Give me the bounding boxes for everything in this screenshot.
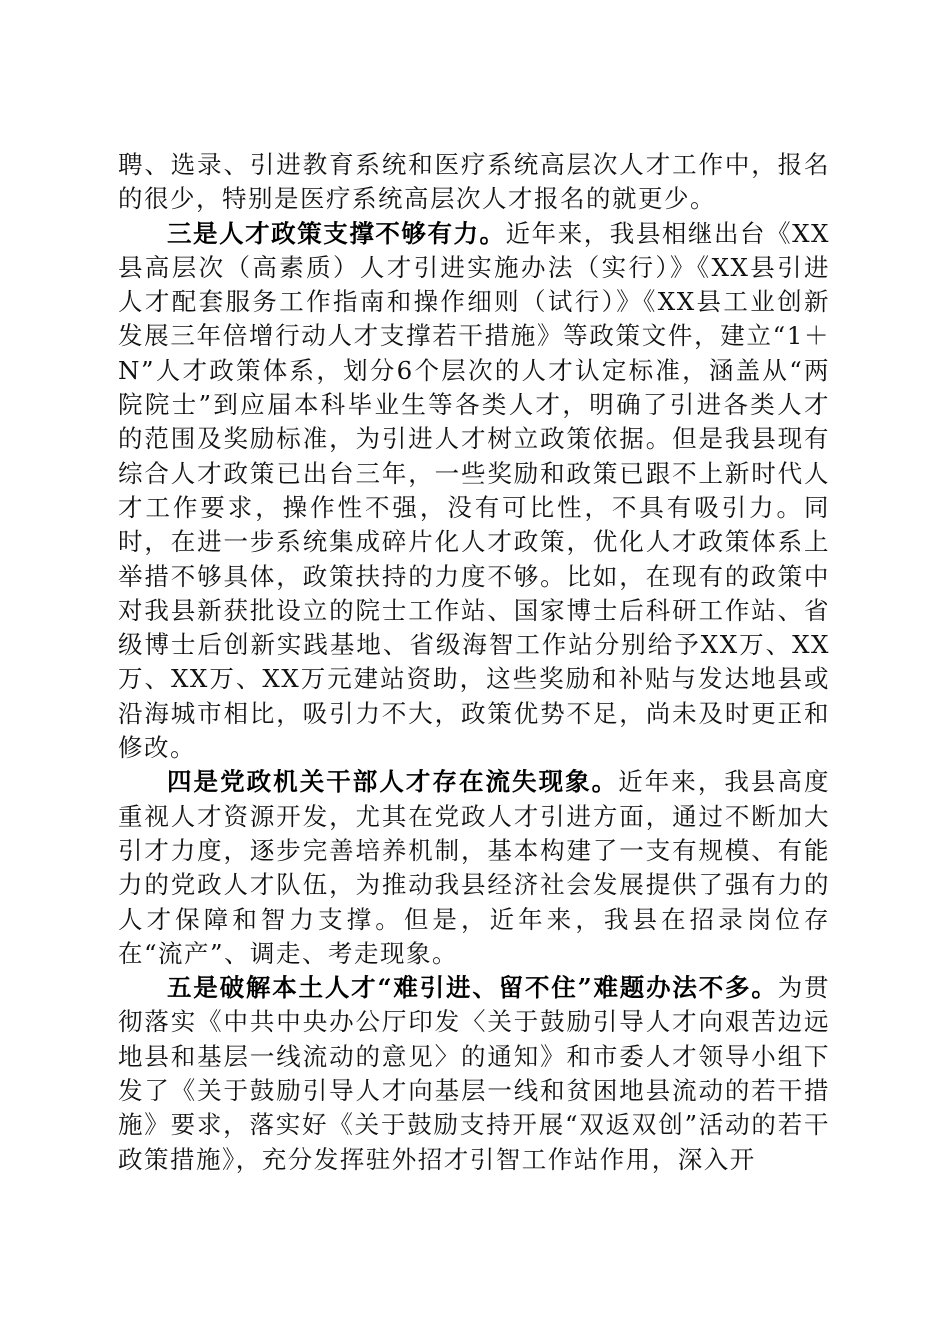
paragraph-text: 聘、选录、引进教育系统和医疗系统高层次人才工作中，报名的很少，特别是医疗系统高层次人才报名的就更少。 — [118, 150, 830, 214]
paragraph-talent-loss — [118, 765, 830, 971]
document-body — [118, 148, 830, 1177]
paragraph-continuation — [118, 148, 830, 217]
paragraph-heading: 五是破解本土人才“难引进、留不住”难题办法不多。 — [167, 973, 778, 1003]
paragraph-text: 为贯彻落实《中共中央办公厅印发〈关于鼓励引导人才向艰苦边远地县和基层一线流动的意见〉的通知》和市委人才领导小组下发了《关于鼓励引导人才向基层一线和贫困地县流动的若干措施》要求，落实好《关于鼓励支持开展“双返双创”活动的若干政策措施》，充分发挥驻外招才引智工作站作用，深入开 — [118, 973, 830, 1174]
paragraph-heading: 四是党政机关干部人才存在流失现象。 — [167, 767, 619, 797]
paragraph-policy-support — [118, 217, 830, 766]
paragraph-local-talent — [118, 971, 830, 1177]
paragraph-heading: 三是人才政策支撑不够有力。 — [167, 218, 506, 248]
paragraph-text: 近年来，我县相继出台《XX县高层次（高素质）人才引进实施办法（实行）》《XX县引进人才配套服务工作指南和操作细则（试行）》《XX县工业创新发展三年倍增行动人才支撑若干措施》等政策文件，建立“1＋N”人才政策体系，划分6个层次的人才认定标准，涵盖从“两院院士”到应届本科毕业生等各类人才，明确了引进各类人才的范围及奖励标准，为引进人才树立政策依据。但是我县现有综合人才政策已出台三年，一些奖励和政策已跟不上新时代人才工作要求，操作性不强，没有可比性，不具有吸引力。同时，在进一步系统集成碎片化人才政策，优化人才政策体系上举措不够具体，政策扶持的力度不够。比如，在现有的政策中对我县新获批设立的院士工作站、国家博士后科研工作站、省级博士后创新实践基地、省级海智工作站分别给予XX万、XX万、XX万、XX万元建站资助，这些奖励和补贴与发达地县或沿海城市相比，吸引力不大，政策优势不足，尚未及时更正和修改。 — [118, 218, 831, 763]
paragraph-text: 近年来，我县高度重视人才资源开发，尤其在党政人才引进方面，通过不断加大引才力度，逐步完善培养机制，基本构建了一支有规模、有能力的党政人才队伍，为推动我县经济社会发展提供了强有力的人才保障和智力支撑。但是，近年来，我县在招录岗位存在“流产”、调走、考走现象。 — [118, 767, 831, 968]
